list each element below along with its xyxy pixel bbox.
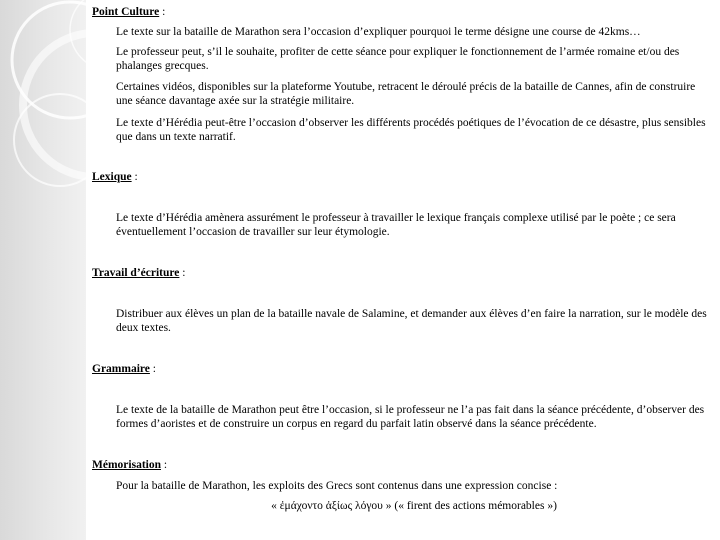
heading-lexique-suffix: : [131, 171, 138, 183]
heading-ecriture-suffix: : [179, 267, 186, 279]
culture-paragraph-4: Le texte d’Hérédia peut-être l’occasion d’observer les différents procédés poétiques de l’évocation de ce désastre, plus sensibles que dans un texte narratif. [116, 117, 706, 143]
heading-memorisation [92, 458, 167, 472]
culture-paragraph-3: Certaines vidéos, disponibles sur la plateforme Youtube, retracent le déroulé précis de la bataille de Cannes, afin de construire une séance davantage axée sur la stratégie militaire. [116, 81, 696, 107]
heading-lexique-title: Lexique [92, 171, 132, 183]
heading-ecriture [92, 266, 185, 280]
heading-grammaire [92, 362, 156, 376]
heading-memorisation-title: Mémorisation [92, 459, 161, 471]
ecriture-paragraph: Distribuer aux élèves un plan de la bataille navale de Salamine, et demander aux élèves d’en faire la narration, sur le modèle des deux textes. [116, 308, 707, 334]
memorisation-quote: « ἐμάχοντο ἀξίως λόγου » (« firent des actions mémorables ») [271, 500, 557, 512]
memorisation-paragraph: Pour la bataille de Marathon, les exploits des Grecs sont contenus dans une expression concise : [116, 480, 558, 492]
culture-paragraph-2: Le professeur peut, s’il le souhaite, profiter de cette séance pour expliquer le fonctionnement de l’armée romaine et/ou des phalanges grecques. [116, 46, 680, 72]
heading-culture-suffix: : [159, 6, 166, 18]
heading-ecriture-title: Travail d’écriture [92, 267, 180, 279]
heading-culture [92, 5, 165, 19]
culture-paragraph-1: Le texte sur la bataille de Marathon sera l’occasion d’expliquer pourquoi le terme désigne une course de 42kms… [116, 26, 641, 38]
grammaire-paragraph: Le texte de la bataille de Marathon peut être l’occasion, si le professeur ne l’a pas fait dans la séance précédente, d’observer des formes d’aoristes et de construire un corpus en regard du parfait latin observé dans la séance précédente. [116, 404, 705, 430]
lexique-paragraph: Le texte d’Hérédia amènera assurément le professeur à travailler le lexique français complexe utilisé par le poète ; ce sera éventuellement l’occasion de travailler sur leur étymologie. [116, 212, 676, 238]
heading-grammaire-suffix: : [149, 363, 156, 375]
heading-grammaire-title: Grammaire [92, 363, 150, 375]
heading-lexique [92, 170, 138, 184]
heading-culture-title: Point Culture [92, 6, 160, 18]
heading-memorisation-suffix: : [160, 459, 168, 471]
